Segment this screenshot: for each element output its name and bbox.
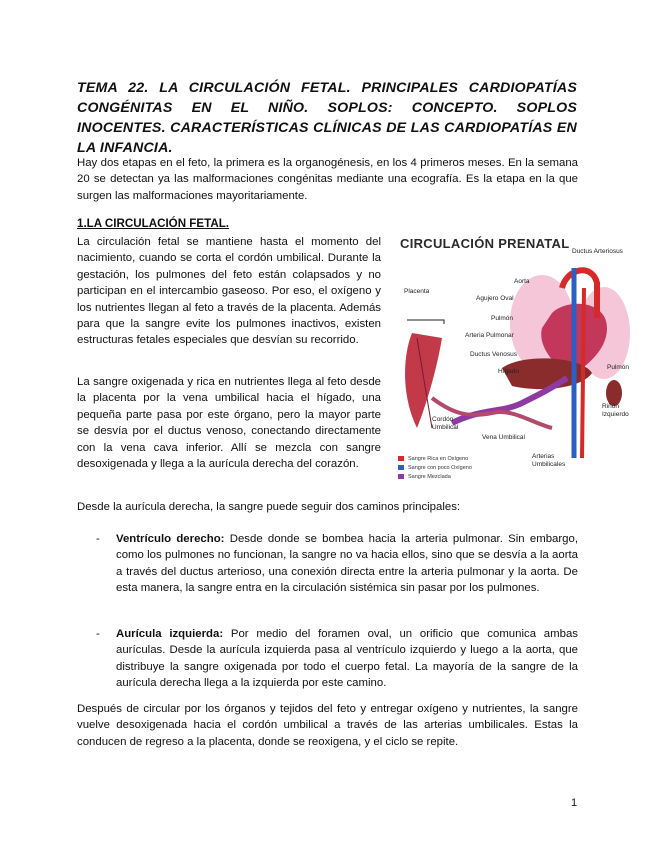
descending-aorta-vessel (582, 288, 584, 458)
bullet-text (116, 531, 578, 597)
legend-item (398, 465, 472, 471)
legend-swatch (398, 474, 404, 479)
label-pulmon: Pulmón (491, 315, 514, 322)
legend-swatch (398, 465, 404, 470)
label-cordon-umbilical: Cordón Umbilical (432, 416, 459, 431)
label-pulmon-2: Pulmón (607, 364, 630, 371)
section-heading: 1.LA CIRCULACIÓN FETAL. (77, 217, 229, 230)
bullet-term: Aurícula izquierda: (116, 628, 224, 640)
fetal-circulation-paragraph-2: La sangre oxigenada y rica en nutrientes llega al feto desde la placenta por la vena umbilical hacia el hígado, una pequeña parte pasa por este órgano, pero la mayor parte se desvía por el ductus venoso, conectando directamente con la vena cava inferior. Allí se mezcla con sangre desoxigenada y llega a la aurícula derecha del corazón. (77, 376, 381, 471)
label-vena-umbilical: Vena Umbilical (482, 434, 525, 441)
label-higado: Hígado (498, 368, 519, 375)
two-paths-paragraph: Desde la aurícula derecha, la sangre puede seguir dos caminos principales: (77, 501, 461, 513)
label-agujero-oval: Agujero Oval (476, 295, 514, 302)
bullet-body: Por medio del foramen oval, un orificio que comunica ambas aurículas. Desde la aurícula izquierda pasa al ventrículo izquierdo y luego a la aorta, que distribuye la sangre oxigenada por todo el cuerpo fetal. La mayoría de la sangre de la aurícula derecha llega a la izquierda por este camino. (116, 628, 578, 690)
bullet-term: Ventrículo derecho: (116, 533, 225, 545)
intro-paragraph: Hay dos etapas en el feto, la primera es la organogénesis, en los 4 primeros meses. En la semana 20 se detectan ya las malformaciones congénitas mediante una ecografía. Es la etapa en la que surgen las malformaciones mayoritariamente. (77, 157, 578, 202)
label-aorta: Aorta (514, 278, 530, 285)
label-ductus-arteriosus: Ductus Arteriosus (572, 248, 623, 255)
figure-title: CIRCULACIÓN PRENATAL (400, 236, 570, 251)
label-arterias-umbilicales: Arterias Umbilicales (532, 453, 566, 468)
label-ductus-venoso: Ductus Venosus (470, 351, 517, 358)
page-title: TEMA 22. LA CIRCULACIÓN FETAL. PRINCIPALES CARDIOPATÍAS CONGÉNITAS EN EL NIÑO. SOPLOS: CONCEPTO. SOPLOS INOCENTES. CARACTERÍSTICAS CLÍNICAS DE LAS CARDIOPATÍAS EN LA INFANCIA. (77, 80, 577, 156)
bullet-dash: - (96, 533, 100, 545)
bullet-body: Desde donde se bombea hacia la arteria pulmonar. Sin embargo, como los pulmones no funcionan, la sangre no va hacia ellos, sino que se desvía a la aorta a través del ductus arterioso, una conexión directa entre la arteria pulmonar y la aorta. De esta manera, la sangre entra en la circulación sistémica sin pasar por los pulmones. (116, 533, 578, 595)
bullet-text (116, 626, 578, 692)
closing-paragraph: Después de circular por los órganos y tejidos del feto y entregar oxígeno y nutrientes, la sangre vuelve desoxigenada hacia el cordón umbilical a través de las arterias umbilicales. Estas la conducen de regreso a la placenta, donde se reoxigena, y el ciclo se repite. (77, 703, 578, 748)
legend-label: Sangre Mezclada (408, 474, 451, 480)
label-arteria-pulmonar: Arteria Pulmonar (465, 332, 514, 339)
label-rinon-izquierdo: Riñón Izquierdo (602, 403, 629, 418)
legend-item (398, 456, 468, 462)
legend-label: Sangre Rica en Oxígeno (408, 456, 469, 462)
legend-item (398, 474, 451, 480)
bullet-dash: - (96, 628, 100, 640)
label-placenta: Placenta (404, 288, 430, 295)
placenta-shape (405, 320, 444, 428)
legend-label: Sangre con poco Oxígeno (408, 465, 472, 471)
page-number: 1 (571, 797, 578, 809)
fetal-circulation-paragraph-1: La circulación fetal se mantiene hasta el momento del nacimiento, cuando se corta el cordón umbilical. Durante la gestación, los pulmones del feto están colapsados y no participan en el intercambio gaseoso. Por eso, el oxígeno y los nutrientes llegan al feto a través de la placenta. Además para que la sangre evite los pulmones inactivos, existen estructuras fetales especiales que desvían su recorrido. (77, 236, 381, 347)
legend-swatch (398, 456, 404, 461)
prenatal-circulation-figure (392, 228, 640, 478)
